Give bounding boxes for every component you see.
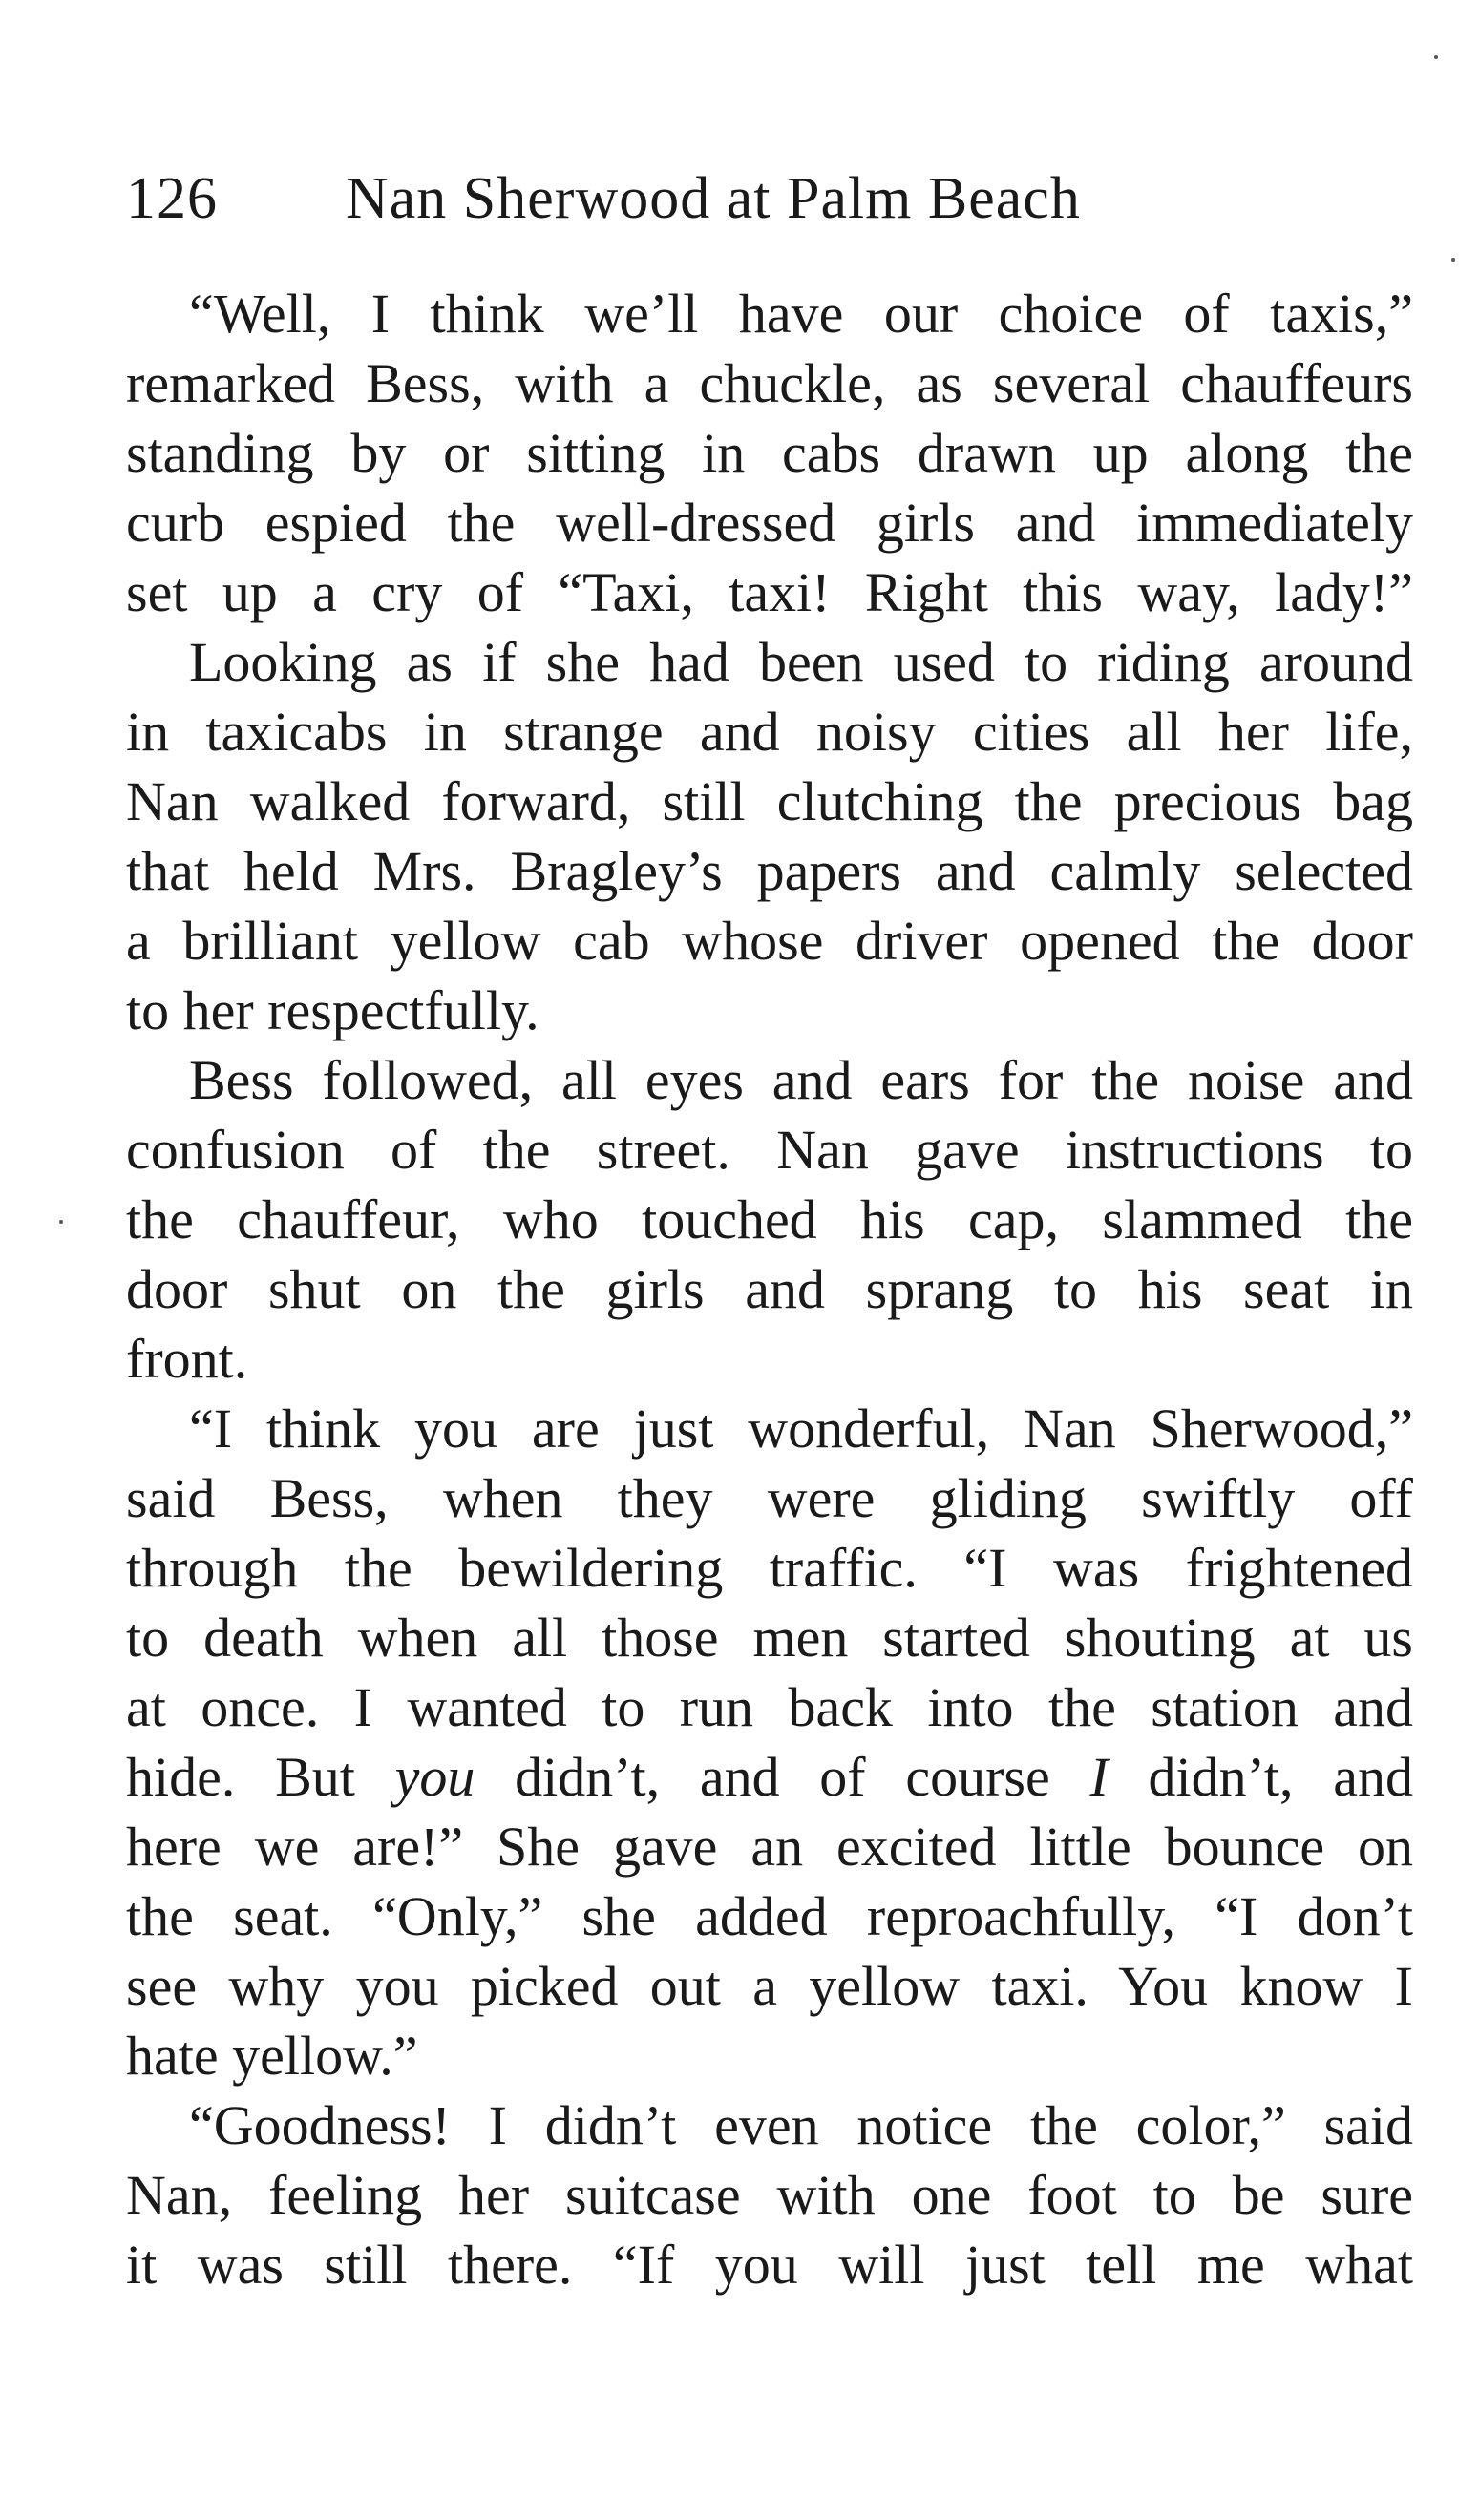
body-text <box>126 279 1413 2300</box>
running-title: Nan Sherwood at Palm Beach <box>346 166 1081 231</box>
text-line: hate yellow.” <box>126 2025 418 2087</box>
text-line: “Goodness! I didn’t even notice the color,” said <box>189 2094 1413 2156</box>
text-line: curb espied the well-dressed girls and immediately <box>126 492 1413 554</box>
text-run: hide. But <box>126 1746 355 1808</box>
text-line: “I think you are just wonderful, Nan Sherwood,” <box>189 1397 1413 1460</box>
text-line: it was still there. “If you will just tell me what <box>126 2234 1413 2296</box>
text-line-with-emphasis <box>126 1742 1413 1812</box>
text-line: the seat. “Only,” she added reproachfully, “I don’t <box>126 1885 1413 1947</box>
emphasis-text: I <box>1089 1746 1109 1808</box>
emphasis-text: you <box>394 1746 475 1808</box>
text-line: Nan, feeling her suitcase with one foot to be sure <box>126 2164 1413 2226</box>
text-line: at once. I wanted to run back into the station and <box>126 1676 1413 1738</box>
text-line: in taxicabs in strange and noisy cities all her life, <box>126 701 1413 763</box>
text-line: that held Mrs. Bragley’s papers and calmly selected <box>126 840 1413 902</box>
text-line: door shut on the girls and sprang to his seat in <box>126 1258 1413 1320</box>
text-line: to death when all those men started shouting at us <box>126 1606 1413 1669</box>
scan-speck <box>1451 258 1455 262</box>
running-head <box>126 160 1224 237</box>
text-line: here we are!” She gave an excited little bounce on <box>126 1816 1413 1878</box>
text-line: standing by or sitting in cabs drawn up along the <box>126 422 1413 484</box>
text-line: Bess followed, all eyes and ears for the noise and <box>189 1049 1413 1111</box>
text-line: “Well, I think we’ll have our choice of taxis,” <box>189 283 1413 345</box>
text-line: set up a cry of “Taxi, taxi! Right this way, lady!” <box>126 561 1413 623</box>
scan-speck <box>1434 55 1438 59</box>
scan-speck <box>59 1220 63 1224</box>
text-line: remarked Bess, with a chuckle, as several chauffeurs <box>126 352 1413 414</box>
text-line: confusion of the street. Nan gave instructions to <box>126 1119 1413 1181</box>
text-run: didn’t, and <box>1148 1746 1413 1808</box>
page-number: 126 <box>126 166 218 231</box>
text-run: didn’t, and of course <box>515 1746 1050 1808</box>
text-line: the chauffeur, who touched his cap, slammed the <box>126 1188 1413 1250</box>
text-line: through the bewildering traffic. “I was frightened <box>126 1537 1413 1599</box>
text-line: to her respectfully. <box>126 979 539 1041</box>
text-line: a brilliant yellow cab whose driver opened the door <box>126 910 1413 972</box>
text-line: see why you picked out a yellow taxi. You know I <box>126 1955 1413 2017</box>
text-line: Nan walked forward, still clutching the precious bag <box>126 770 1413 832</box>
text-line: Looking as if she had been used to riding around <box>189 631 1413 693</box>
text-line: front. <box>126 1328 248 1390</box>
text-line: said Bess, when they were gliding swiftly off <box>126 1467 1413 1529</box>
